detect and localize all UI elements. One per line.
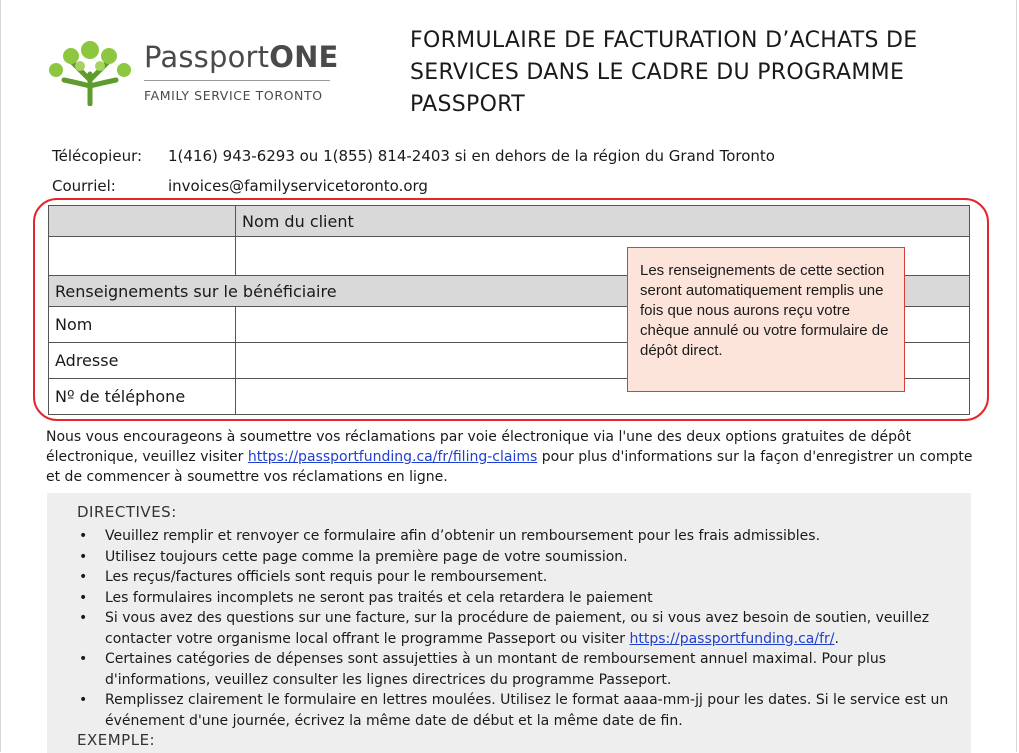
passport-one-logo [44, 36, 344, 106]
fax-line [52, 147, 775, 165]
directive-item: • Si vous avez des questions sur une facture, sur la procédure de paiement, ou si vous avez besoin de soutien, veuillez contacter votre organisme local offrant le programme Passeport ou visiter https://passportfunding.ca/fr/. [79, 610, 930, 647]
bullet-icon: • [79, 610, 88, 626]
directives-box [47, 493, 971, 753]
filing-claims-link[interactable]: https://passportfunding.ca/fr/filing-claims [247, 449, 538, 465]
auto-fill-callout: Les renseignements de cette section seront automatiquement remplis une fois que nous aurons reçu votre chèque annulé ou votre formulaire de dépôt direct. [627, 247, 905, 392]
electronic-submission-note [46, 427, 976, 487]
fax-label: Télécopieur: [52, 147, 143, 165]
fax-value: 1(416) 943-6293 ou 1(855) 814-2403 si en dehors de la région du Grand Toronto [168, 147, 775, 165]
bullet-icon: • [79, 548, 88, 565]
form-title: FORMULAIRE DE FACTURATION D’ACHATS DE SERVICES DANS LE CADRE DU PROGRAMME PASSPORT [410, 28, 918, 117]
client-name-header: Nom du client [236, 206, 970, 237]
logo-wordmark: PassportONE [144, 40, 339, 74]
family-tree-icon [44, 36, 136, 106]
directive-item: • Les formulaires incomplets ne seront pas traités et cela retardera le paiement [75, 588, 965, 609]
directive-item: • Remplissez clairement le formulaire en lettres moulées. Utilisez le format aaaa-mm-jj pour les dates. Si le service est un événement d'une journée, écrivez la même date de début et la même date de fin. [79, 692, 949, 729]
encourage-text-before: Nous vous encourageons à soumettre vos réclamations par voie électronique via l'une des deux options gratuites de dépôt électronique, veuillez visiter [46, 429, 912, 465]
directive-item: • Utilisez toujours cette page comme la première page de votre soumission. [75, 547, 965, 568]
name-label: Nom [49, 307, 236, 343]
address-label: Adresse [49, 343, 236, 379]
bullet-icon: • [79, 651, 88, 667]
logo-subtitle: FAMILY SERVICE TORONTO [144, 88, 323, 103]
beneficiary-header: Renseignements sur le bénéficiaire [49, 276, 970, 307]
example-title: EXEMPLE: [77, 731, 156, 749]
email-line [52, 177, 428, 195]
encourage-text-after: pour plus d'informations sur la façon d'enregistrer un compte et de commencer à soumettre vos réclamations en ligne. [46, 449, 973, 485]
bullet-icon: • [79, 589, 88, 606]
bullet-icon: • [79, 569, 88, 585]
phone-label: Nº de téléphone [49, 379, 236, 415]
bullet-icon: • [79, 692, 88, 708]
email-label: Courriel: [52, 177, 116, 195]
directives-list [75, 526, 965, 731]
logo-divider [144, 80, 330, 81]
directive-item: • Les reçus/factures officiels sont requis pour le remboursement. [75, 567, 965, 588]
passport-funding-link[interactable]: https://passportfunding.ca/fr/ [629, 630, 835, 647]
directives-title: DIRECTIVES: [77, 503, 177, 521]
email-value[interactable]: invoices@familyservicetoronto.org [168, 177, 428, 195]
directive-item: • Certaines catégories de dépenses sont assujetties à un montant de remboursement annuel maximal. Pour plus d'informations, veuillez consulter les lignes directrices du programme Passeport. [79, 651, 887, 688]
directive-item: • Veuillez remplir et renvoyer ce formulaire afin d’obtenir un remboursement pour les frais admissibles. [75, 526, 965, 547]
bullet-icon: • [79, 528, 88, 544]
